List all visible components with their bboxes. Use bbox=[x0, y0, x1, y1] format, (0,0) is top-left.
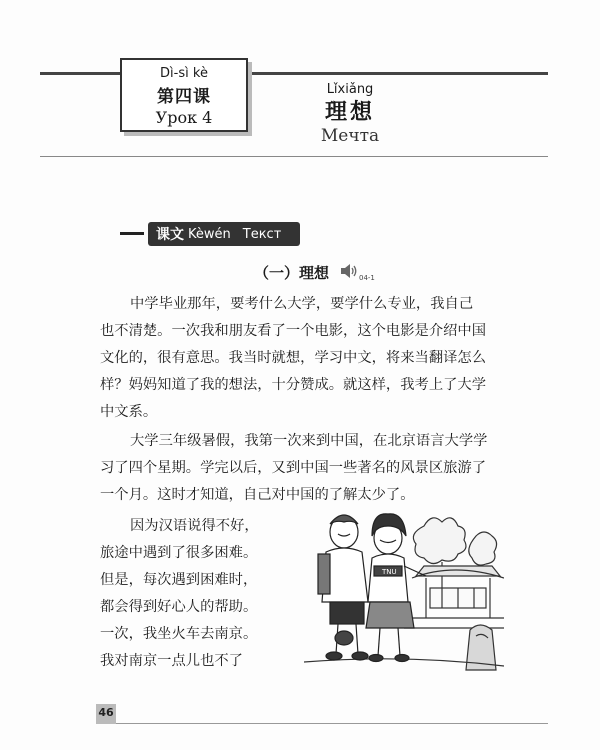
section-label-russian: Текст bbox=[242, 226, 282, 242]
speaker-icon[interactable] bbox=[340, 263, 358, 279]
text-line: 习了四个星期。学完以后，又到中国一些著名的风景区旅游了 bbox=[100, 460, 487, 476]
text-line: 旅途中遇到了很多困难。 bbox=[100, 545, 258, 561]
header-rule-right bbox=[248, 72, 548, 75]
header-rule-bottom bbox=[40, 156, 548, 157]
footer-rule bbox=[116, 723, 548, 724]
text-line: 因为汉语说得不好， bbox=[130, 518, 259, 534]
text-line: 中文系。 bbox=[100, 404, 158, 420]
students-illustration bbox=[304, 496, 504, 672]
text-line: 都会得到好心人的帮助。 bbox=[100, 599, 258, 615]
lesson-russian: Урок 4 bbox=[155, 108, 213, 127]
page-title: 理想 bbox=[324, 99, 375, 125]
section-label-pinyin: Kèwén bbox=[188, 226, 231, 242]
lesson-number-box bbox=[120, 58, 248, 132]
text-line: 中学毕业那年，要考什么大学，要学什么专业，我自己 bbox=[130, 296, 474, 312]
section-label-chinese: 课文 bbox=[156, 227, 184, 243]
text-subtitle: （一）理想 bbox=[254, 264, 330, 282]
shirt-text: TNU bbox=[382, 568, 397, 576]
paragraph-1 bbox=[100, 291, 502, 426]
paragraph-3 bbox=[100, 513, 296, 675]
lesson-chinese: 第四课 bbox=[157, 87, 211, 107]
text-line: 文化的，很有意思。我当时就想，学习中文，将来当翻译怎么 bbox=[100, 350, 487, 366]
section-heading bbox=[148, 222, 300, 246]
text-line: 一次，我坐火车去南京。 bbox=[100, 626, 258, 642]
audio-track-code: 04-1 bbox=[359, 274, 375, 282]
text-line: 一个月。这时才知道，自己对中国的了解太少了。 bbox=[100, 487, 415, 503]
text-line: 样？妈妈知道了我的想法，十分赞成。就这样，我考上了大学 bbox=[100, 377, 487, 393]
title-pinyin: Lǐxiǎng bbox=[326, 82, 374, 97]
header-rule-left bbox=[40, 72, 120, 75]
text-line: 我对南京一点儿也不了 bbox=[100, 653, 243, 669]
text-line: 但是，每次遇到困难时， bbox=[100, 572, 258, 588]
section-dash bbox=[120, 232, 144, 235]
lesson-pinyin: Dì-sì kè bbox=[160, 66, 208, 81]
title-russian: Мечта bbox=[320, 126, 380, 146]
page-number: 46 bbox=[98, 706, 114, 719]
text-line: 大学三年级暑假，我第一次来到中国，在北京语言大学学 bbox=[130, 433, 488, 449]
text-line: 也不清楚。一次我和朋友看了一个电影，这个电影是介绍中国 bbox=[100, 323, 487, 339]
